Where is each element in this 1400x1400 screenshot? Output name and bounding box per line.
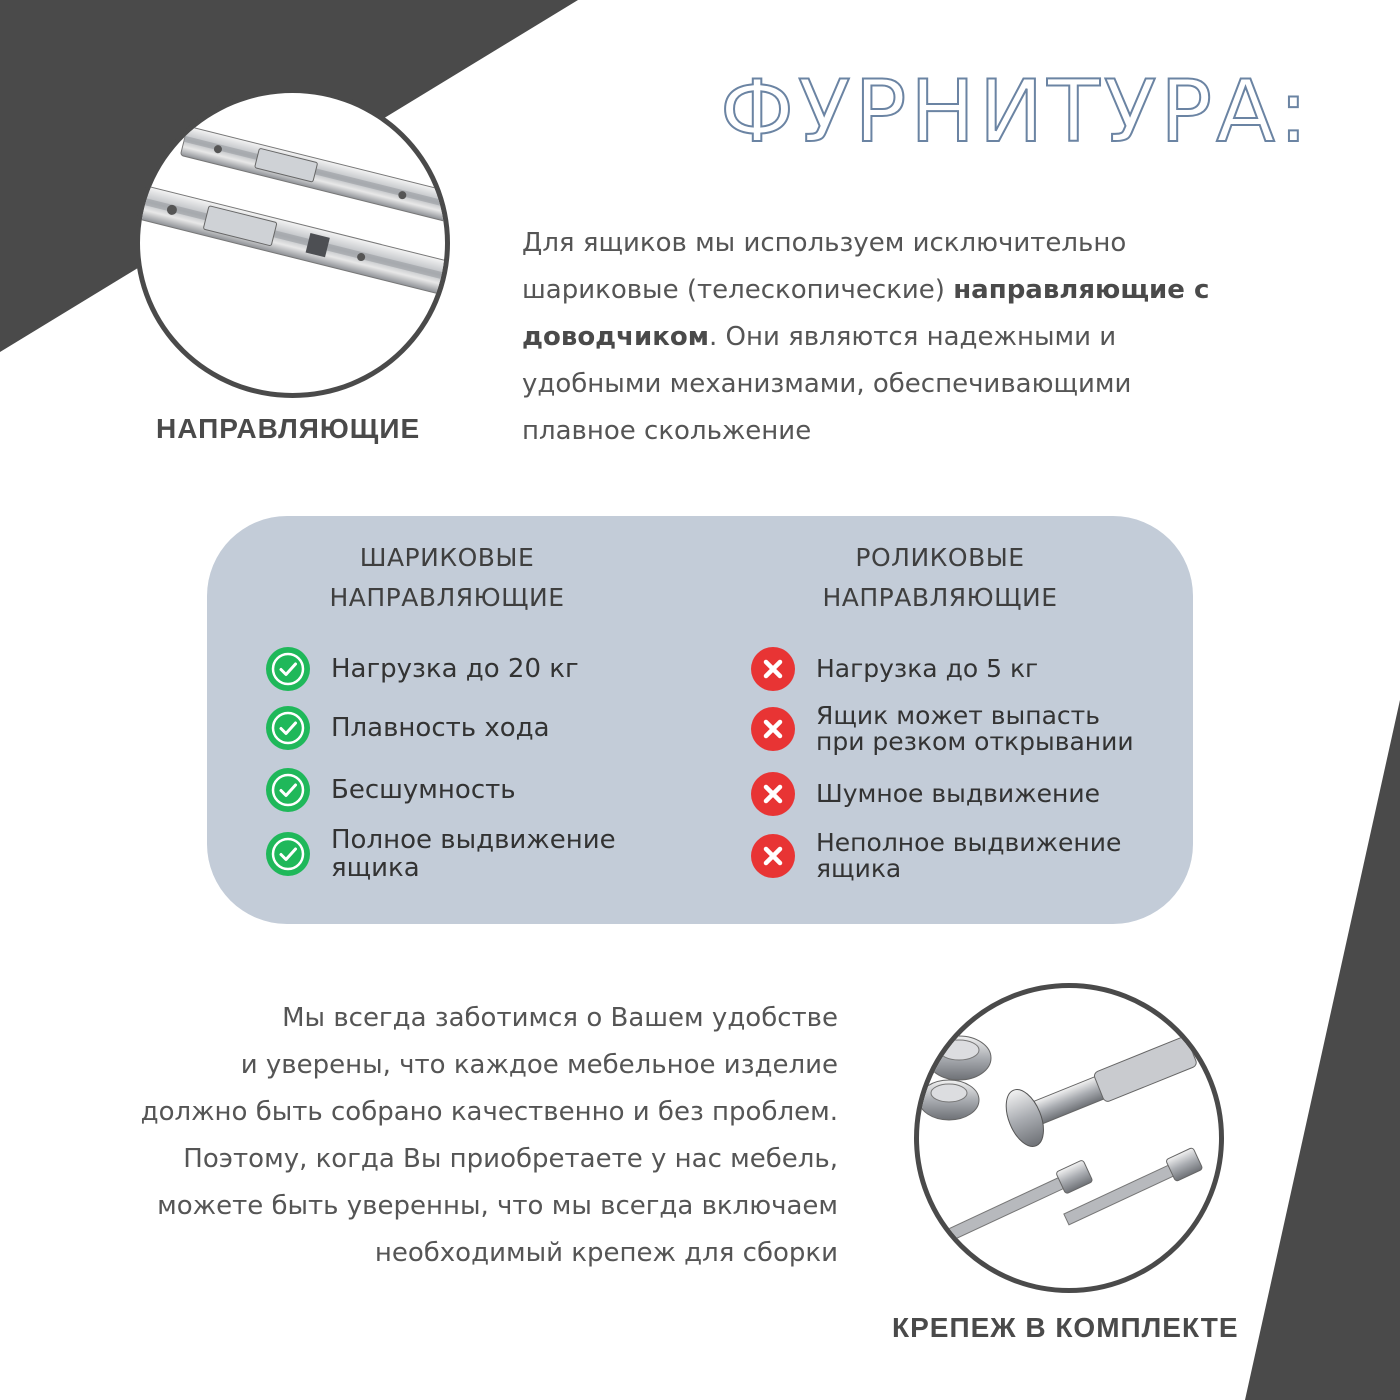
check-icon bbox=[265, 831, 311, 877]
rails-caption: НАПРАВЛЯЮЩИЕ bbox=[156, 413, 421, 444]
con-item bbox=[750, 646, 1038, 692]
assembly-paragraph bbox=[60, 995, 838, 1277]
con-item bbox=[750, 703, 1156, 755]
pro-item bbox=[265, 826, 651, 882]
con-item bbox=[750, 830, 1146, 882]
assembly-line: и уверены, что каждое мебельное изделие bbox=[240, 1050, 838, 1080]
cross-icon bbox=[750, 833, 796, 879]
pro-item bbox=[265, 705, 550, 751]
intro-paragraph bbox=[522, 220, 1242, 455]
con-item-text: Неполное выдвижение ящика bbox=[816, 828, 1122, 883]
assembly-line: Поэтому, когда Вы приобретаете у нас мебель, bbox=[183, 1144, 838, 1174]
ball-rails-heading bbox=[207, 538, 687, 618]
roller-rails-heading-line1: РОЛИКОВЫЕ bbox=[855, 543, 1025, 572]
con-item-text: Шумное выдвижение bbox=[816, 779, 1100, 808]
pro-item-text: Полное выдвижение ящика bbox=[331, 825, 616, 883]
cross-icon bbox=[750, 646, 796, 692]
assembly-line: должно быть собрано качественно и без проблем. bbox=[140, 1097, 838, 1127]
con-item-text: Ящик может выпасть при резком открывании bbox=[816, 701, 1134, 756]
ball-rails-heading-line2: НАПРАВЛЯЮЩИЕ bbox=[329, 583, 565, 612]
con-item bbox=[750, 771, 1100, 817]
check-icon bbox=[265, 646, 311, 692]
assembly-line: можете быть уверенны, что мы всегда включаем bbox=[157, 1191, 838, 1221]
pro-item bbox=[265, 767, 516, 813]
check-icon bbox=[265, 767, 311, 813]
ball-rails-column bbox=[207, 516, 687, 924]
cross-icon bbox=[750, 771, 796, 817]
assembly-line: Мы всегда заботимся о Вашем удобстве bbox=[282, 1003, 838, 1033]
fasteners-caption: КРЕПЕЖ В КОМПЛЕКТЕ bbox=[892, 1312, 1239, 1343]
intro-text-start: Для ящиков мы используем исключительно шариковые (телескопические) bbox=[522, 228, 1127, 305]
cross-icon bbox=[750, 706, 796, 752]
ball-rails-heading-line1: ШАРИКОВЫЕ bbox=[359, 543, 535, 572]
intro-highlight: направляющие с доводчиком bbox=[522, 275, 1210, 352]
comparison-panel bbox=[207, 516, 1193, 924]
bottom-right-dark-triangle bbox=[1245, 700, 1400, 1400]
pro-item-text: Нагрузка до 20 кг bbox=[331, 654, 579, 684]
pro-item bbox=[265, 646, 579, 692]
drawer-rails-photo bbox=[135, 88, 450, 398]
roller-rails-heading bbox=[700, 538, 1180, 618]
roller-rails-column bbox=[700, 516, 1180, 924]
roller-rails-heading-line2: НАПРАВЛЯЮЩИЕ bbox=[822, 583, 1058, 612]
check-icon bbox=[265, 705, 311, 751]
pro-item-text: Бесшумность bbox=[331, 775, 516, 805]
fasteners-photo bbox=[914, 983, 1224, 1293]
page-title: ФУРНИТУРА: bbox=[720, 62, 1312, 162]
con-item-text: Нагрузка до 5 кг bbox=[816, 654, 1039, 683]
assembly-line: необходимый крепеж для сборки bbox=[374, 1238, 838, 1268]
intro-text-end: . Они являются надежными и удобными механизмами, обеспечивающими плавное скольжение bbox=[522, 322, 1132, 446]
pro-item-text: Плавность хода bbox=[331, 713, 550, 743]
